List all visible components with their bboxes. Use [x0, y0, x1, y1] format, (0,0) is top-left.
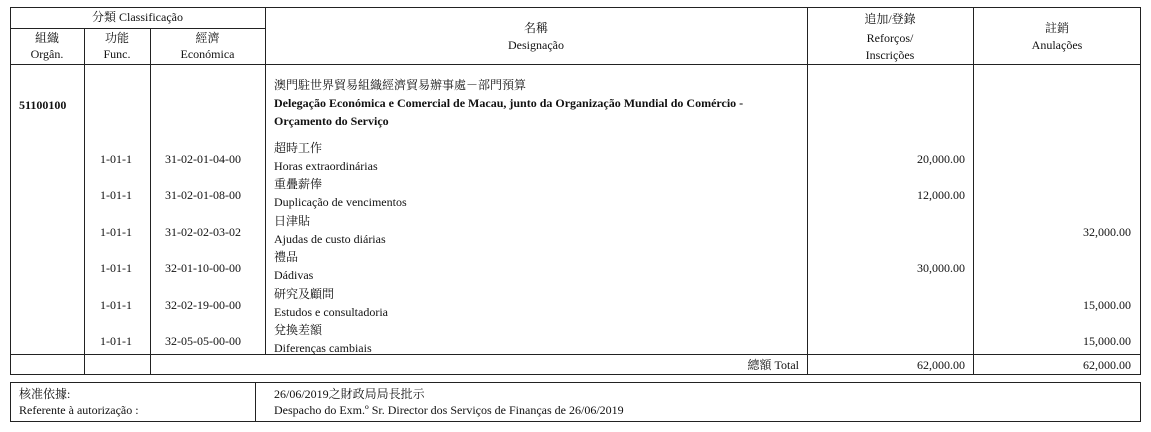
row-economica: 32-05-05-00-00	[165, 334, 241, 348]
service-code: 51100100	[19, 98, 67, 112]
row-economica: 31-02-01-04-00	[165, 152, 241, 166]
col-sep-reforcos	[973, 7, 974, 375]
row-anulacao: 15,000.00	[1083, 298, 1131, 312]
economica-header-zh: 經濟	[195, 31, 220, 45]
row-economica: 31-02-01-08-00	[165, 188, 241, 202]
anulacoes-header-zh: 註銷	[1044, 21, 1069, 35]
organica-header-zh: 組織	[34, 31, 59, 45]
header-sub-rule	[10, 28, 265, 29]
row-funcional: 1-01-1	[100, 334, 132, 348]
row-anulacao: 32,000.00	[1083, 225, 1131, 239]
designacao-header-zh: 名稱	[523, 21, 548, 35]
reforcos-header-zh: 追加/登錄	[864, 12, 916, 26]
row-funcional: 1-01-1	[100, 188, 132, 202]
service-name-zh: 澳門駐世界貿易組織經濟貿易辦事處－部門預算	[274, 78, 527, 92]
row-reforco: 30,000.00	[917, 261, 965, 275]
anulacoes-header-pt: Anulações	[1031, 38, 1083, 52]
row-designacao-zh: 日津貼	[274, 214, 311, 228]
service-name-pt1: Delegação Económica e Comercial de Macau, junto da Organização Mundial do Comércio -	[274, 96, 744, 110]
row-designacao-pt: Diferenças cambiais	[274, 341, 372, 355]
row-funcional: 1-01-1	[100, 225, 132, 239]
authorization-label-pt: Referente à autorização :	[19, 403, 139, 417]
economica-header-pt: Económica	[180, 47, 235, 61]
row-designacao-pt: Ajudas de custo diárias	[274, 232, 386, 246]
row-designacao-zh: 研究及顧問	[274, 287, 335, 301]
authorization-text-pt: Despacho do Exm.º Sr. Director dos Serviços de Finanças de 26/06/2019	[274, 403, 624, 417]
classificacao-header: 分類 Classificação	[92, 10, 183, 24]
row-economica: 32-02-19-00-00	[165, 298, 241, 312]
row-economica: 31-02-02-03-02	[165, 225, 241, 239]
total-row-rule	[10, 354, 1141, 355]
header-bottom-rule	[10, 64, 1141, 65]
organica-header-pt: Orgân.	[30, 47, 64, 61]
row-economica: 32-01-10-00-00	[165, 261, 241, 275]
budget-sheet	[10, 7, 1141, 425]
row-funcional: 1-01-1	[100, 261, 132, 275]
service-name-pt2: Orçamento do Serviço	[274, 114, 389, 128]
row-designacao-pt: Dádivas	[274, 268, 314, 282]
row-funcional: 1-01-1	[100, 298, 132, 312]
row-designacao-zh: 禮品	[274, 250, 299, 264]
total-reforcos: 62,000.00	[917, 358, 965, 372]
col-sep-economica	[265, 7, 266, 354]
col-sep-funcional	[150, 28, 151, 375]
row-designacao-pt: Estudos e consultadoria	[274, 305, 388, 319]
row-designacao-pt: Horas extraordinárias	[274, 159, 378, 173]
row-designacao-zh: 重疊薪俸	[274, 177, 323, 191]
row-funcional: 1-01-1	[100, 152, 132, 166]
row-designacao-zh: 超時工作	[274, 141, 323, 155]
authorization-label-zh: 核准依據:	[19, 387, 71, 401]
funcional-header-pt: Func.	[103, 47, 131, 61]
total-anulacoes: 62,000.00	[1083, 358, 1131, 372]
reforcos-header-pt1: Reforços/	[866, 31, 914, 45]
reforcos-header-pt2: Inscrições	[865, 48, 915, 62]
col-sep-organica	[84, 28, 85, 375]
authorization-sep	[255, 382, 256, 422]
row-designacao-pt: Duplicação de vencimentos	[274, 195, 407, 209]
total-label: 總額 Total	[747, 358, 799, 372]
row-reforco: 20,000.00	[917, 152, 965, 166]
row-reforco: 12,000.00	[917, 188, 965, 202]
designacao-header-pt: Designação	[508, 38, 564, 52]
row-anulacao: 15,000.00	[1083, 334, 1131, 348]
authorization-text-zh: 26/06/2019之財政局局長批示	[274, 387, 425, 401]
row-designacao-zh: 兌換差額	[274, 323, 323, 337]
funcional-header-zh: 功能	[104, 31, 129, 45]
